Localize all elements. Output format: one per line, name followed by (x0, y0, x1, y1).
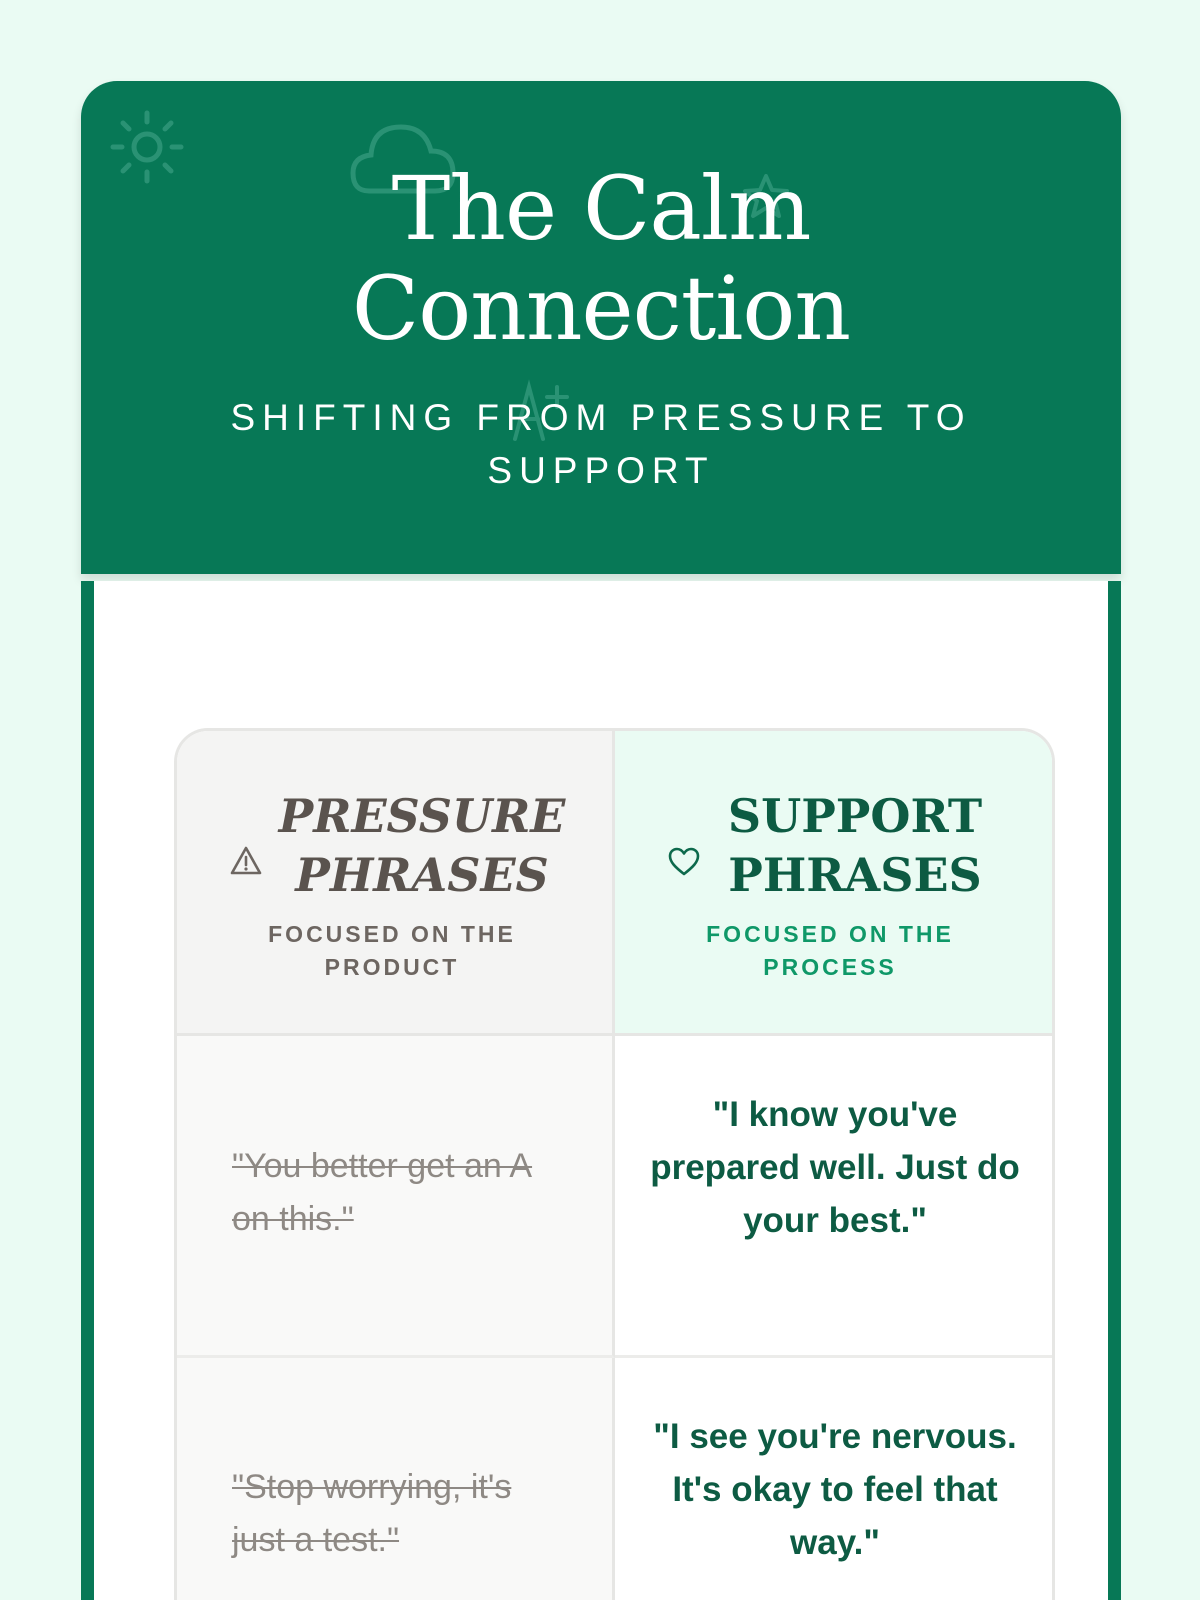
pressure-column-subtitle: FOCUSED ON THE PRODUCT (268, 921, 516, 980)
pressure-phrase-cell (177, 1036, 615, 1358)
page-title (81, 159, 1121, 359)
support-phrase: "I see you're nervous. It's okay to feel that way." (653, 1417, 1017, 1562)
pressure-column-title: PRESSURE PHRASES (278, 789, 566, 902)
card-header (81, 81, 1121, 574)
warning-icon (229, 844, 263, 878)
support-column-subtitle: FOCUSED ON THE PROCESS (706, 921, 954, 980)
title-line-1: The Calm (391, 157, 811, 260)
support-phrase: "I know you've prepared well. Just do your best." (650, 1095, 1020, 1240)
title-line-2: Connection (351, 257, 851, 360)
page-subtitle: SHIFTING FROM PRESSURE TO SUPPORT (230, 397, 972, 491)
pressure-phrase: "Stop worrying, it's just a test." (232, 1468, 512, 1559)
comparison-card (81, 81, 1121, 1600)
card-body (81, 581, 1121, 1600)
pressure-phrase-cell (177, 1358, 615, 1600)
comparison-table (174, 728, 1055, 1600)
support-phrase-cell (615, 1036, 1055, 1358)
pressure-phrase: "You better get an A on this." (232, 1147, 533, 1238)
heart-icon (667, 845, 701, 879)
support-column-title: SUPPORT PHRASES (727, 789, 983, 902)
pressure-column-header (177, 731, 615, 1036)
support-column-header (615, 731, 1055, 1036)
support-phrase-cell (615, 1358, 1055, 1600)
